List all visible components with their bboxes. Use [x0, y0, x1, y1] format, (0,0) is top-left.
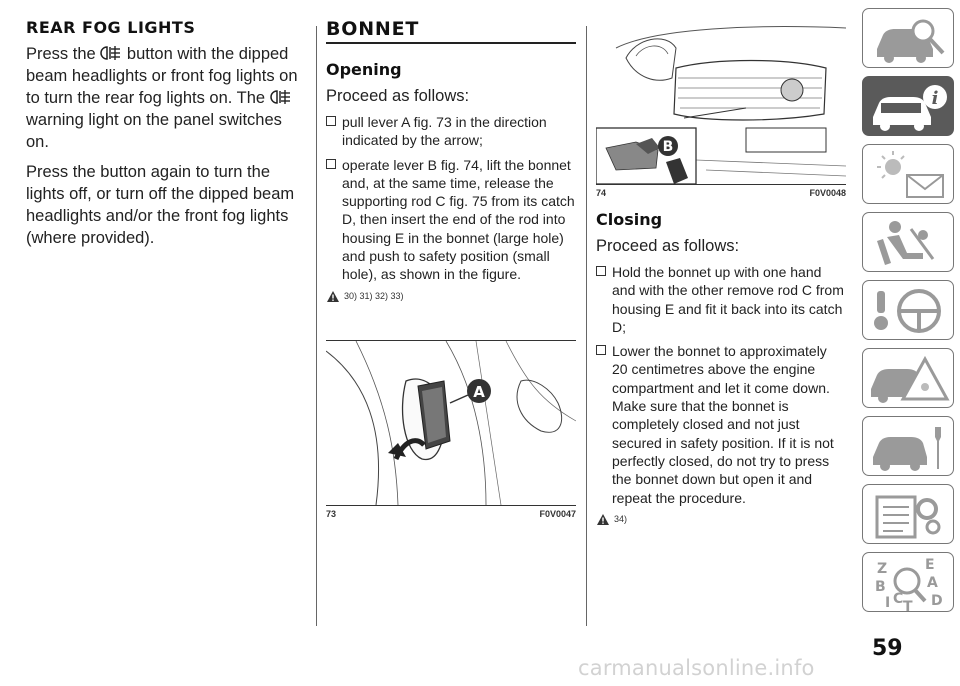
tab-warning-lights[interactable] [862, 144, 954, 204]
checkbox-bullet-icon [326, 159, 336, 169]
checkbox-bullet-icon [326, 116, 336, 126]
rear-fog-paragraph: Press the button again to turn the lights off, or turn off the dipped beam headlights and/or the front fog lights (where provided). [26, 163, 295, 247]
svg-text:E: E [925, 557, 935, 573]
watermark: carmanualsonline.info [578, 656, 815, 680]
page-number: 59 [872, 636, 903, 661]
tab-technical-data[interactable] [862, 484, 954, 544]
rear-fog-section [26, 18, 308, 249]
index-icon [863, 553, 954, 612]
callout-label: B [662, 139, 674, 155]
rear-fog-icon [100, 45, 122, 61]
checkbox-bullet-icon [596, 345, 606, 355]
rear-fog-paragraph: Press the button with the dipped beam headlights or front fog lights on to turn the rear fog lights on. The warning light on the panel switches on. [26, 45, 298, 151]
figure-74 [596, 18, 846, 198]
svg-text:A: A [927, 575, 938, 591]
section-title: BONNET [326, 18, 576, 44]
tab-car-search[interactable] [862, 8, 954, 68]
chapter-sidebar [862, 8, 954, 620]
warning-lights-icon [863, 145, 954, 204]
subsection-title: Opening [326, 60, 402, 79]
svg-text:i: i [931, 88, 939, 109]
tab-index[interactable] [862, 552, 954, 612]
figure-caption: 74 F0V0048 [596, 184, 846, 198]
bonnet-lever-illustration [326, 341, 576, 505]
intro-text: Proceed as follows: [596, 237, 740, 255]
svg-text:C: C [893, 591, 904, 607]
warning-triangle-icon [596, 513, 610, 526]
list-item: operate lever B fig. 74, lift the bonnet and, at the same time, release the supporting rod C fig. 75 from its catch D, then insert the end of the rod into housing E in the bonnet (large hole) and push to safety position (small hole), as shown in the figure. [326, 156, 576, 284]
bonnet-opening-section [326, 18, 576, 519]
list-item: Hold the bonnet up with one hand and with the other remove rod C from housing E and fit it back into its catch D; [596, 263, 846, 336]
intro-text: Proceed as follows: [326, 87, 470, 105]
tab-safety[interactable] [862, 212, 954, 272]
warning-reference: 30) 31) 32) 33) [326, 290, 576, 303]
car-info-icon [863, 77, 954, 136]
tab-maintenance[interactable] [862, 416, 954, 476]
column-divider [316, 26, 317, 626]
column-divider [586, 26, 587, 626]
svg-text:Z: Z [877, 561, 888, 577]
car-emergency-icon [863, 349, 954, 408]
bonnet-closing-section [596, 18, 846, 526]
opening-steps [326, 113, 576, 284]
list-item: Lower the bonnet to approximately 20 centimetres above the engine compartment and let it come down. Make sure that the bonnet is completely closed and not just secured in safety position. If it is not perfectly closed, do not try to press the bonnet down but open it and repeat the procedure. [596, 342, 846, 507]
bonnet-release-illustration [596, 18, 846, 184]
technical-data-icon [863, 485, 954, 544]
callout-label: A [473, 383, 485, 401]
warning-reference: 34) [596, 513, 846, 526]
subsection-title: Closing [596, 210, 663, 229]
svg-text:B: B [875, 579, 886, 595]
tab-driving[interactable] [862, 280, 954, 340]
svg-text:T: T [903, 599, 913, 613]
car-search-icon [863, 9, 954, 68]
list-item: pull lever A fig. 73 in the direction indicated by the arrow; [326, 113, 576, 150]
airbag-seat-icon [863, 213, 954, 272]
figure-caption: 73 F0V0047 [326, 505, 576, 519]
steering-wheel-icon [863, 281, 954, 340]
svg-text:I: I [885, 595, 891, 611]
rear-fog-warning-icon [270, 89, 292, 105]
warning-triangle-icon [326, 290, 340, 303]
tab-emergency[interactable] [862, 348, 954, 408]
tab-car-info[interactable] [862, 76, 954, 136]
checkbox-bullet-icon [596, 266, 606, 276]
closing-steps [596, 263, 846, 507]
section-title: REAR FOG LIGHTS [26, 18, 196, 37]
car-service-icon [863, 417, 954, 476]
figure-73 [326, 340, 576, 519]
svg-text:D: D [931, 593, 943, 609]
